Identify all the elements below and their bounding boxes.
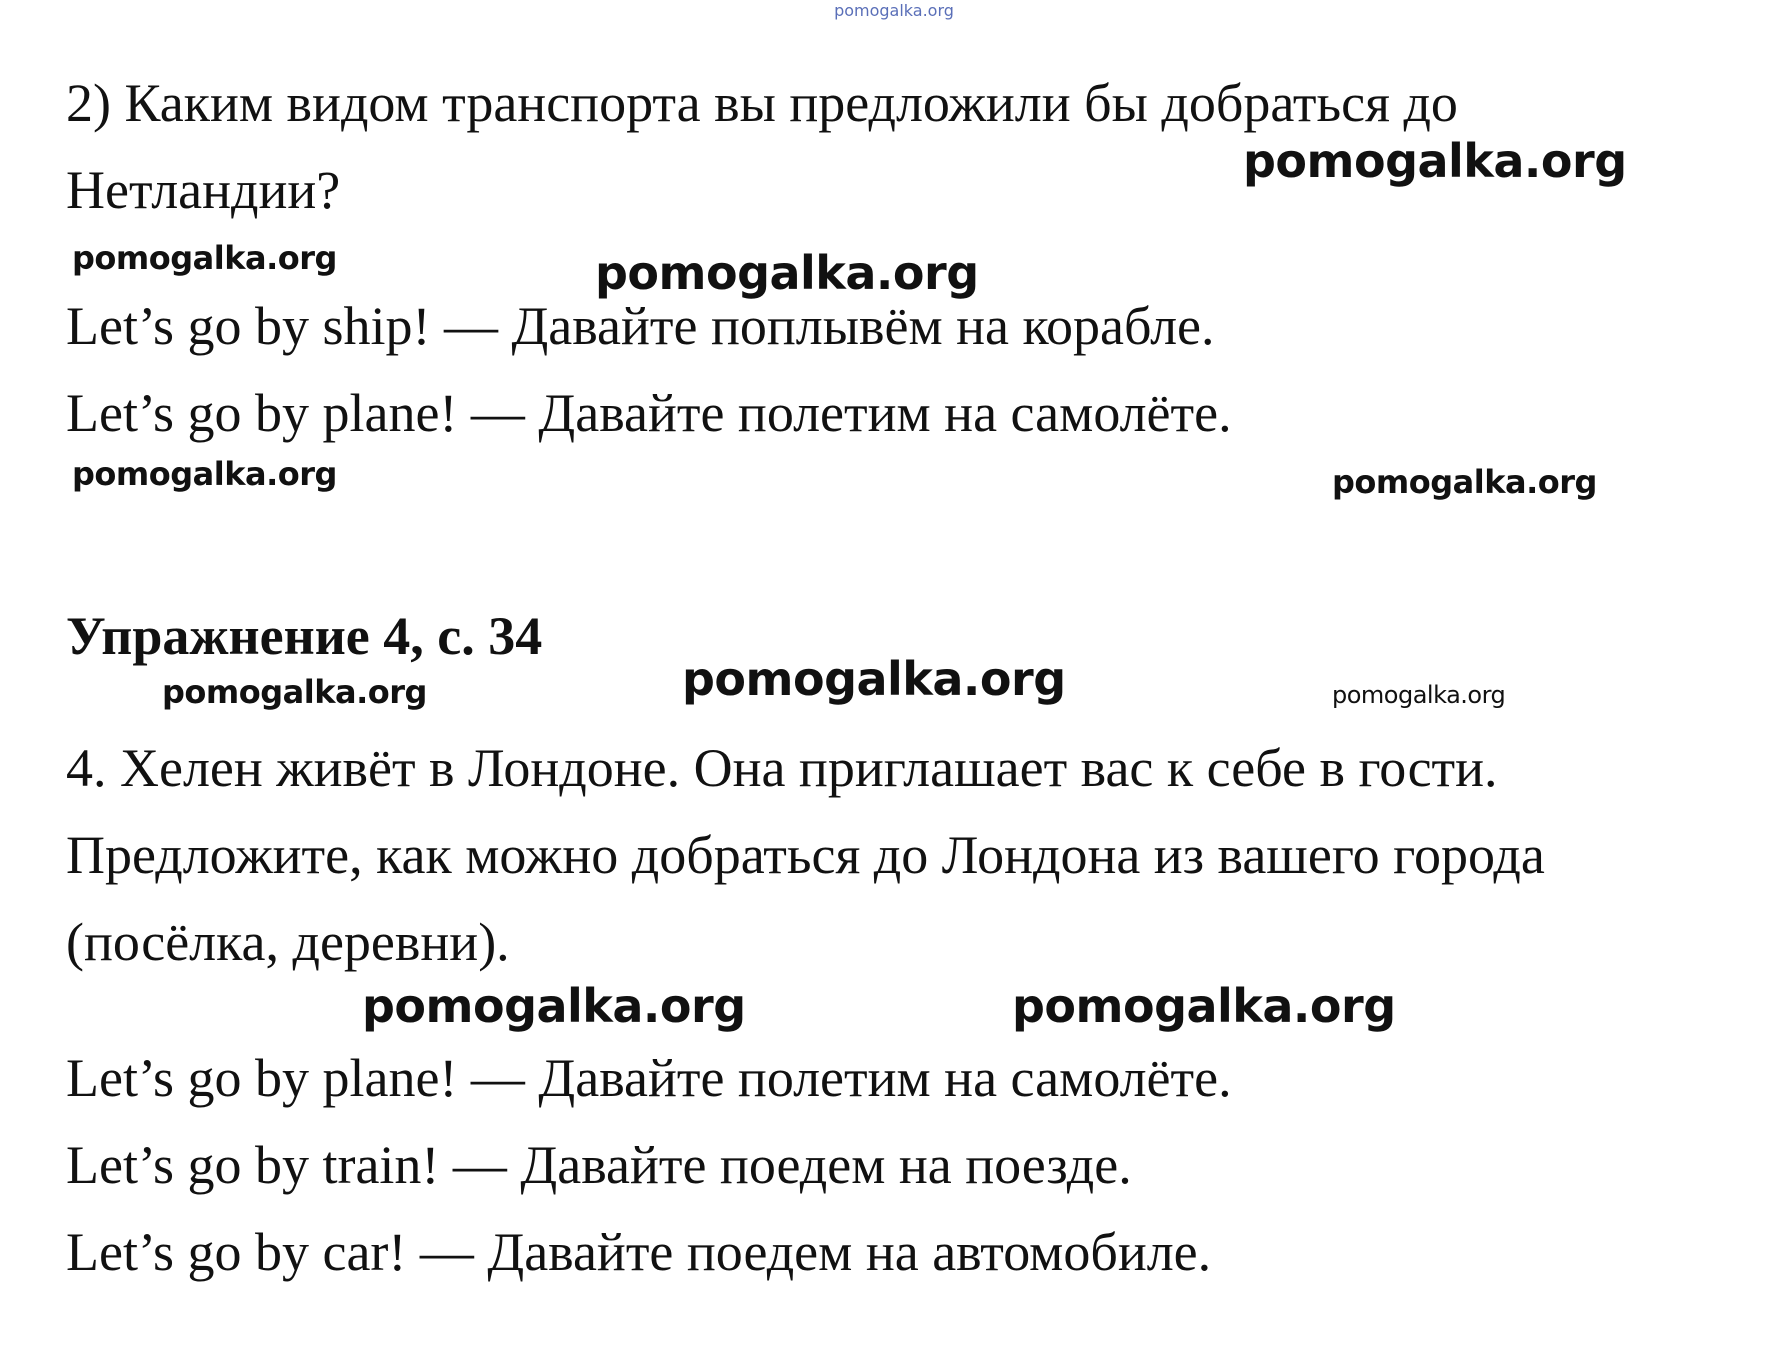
task-4-line-3: (посёлка, деревни). xyxy=(66,912,510,972)
watermark: pomogalka.org xyxy=(72,455,337,493)
watermark: pomogalka.org xyxy=(682,652,1066,706)
watermark: pomogalka.org xyxy=(1332,681,1506,709)
task-4-line-2: Предложите, как можно добраться до Лондона из вашего города xyxy=(66,825,1545,885)
watermark: pomogalka.org xyxy=(595,246,979,300)
question-2-line-2: Нетландии? xyxy=(66,160,341,220)
watermark: pomogalka.org xyxy=(162,673,427,711)
watermark: pomogalka.org xyxy=(1243,134,1627,188)
answer-4-car: Let’s go by car! — Давайте поедем на автомобиле. xyxy=(66,1222,1212,1282)
exercise-heading: Упражнение 4, с. 34 xyxy=(66,606,543,666)
answer-2-plane: Let’s go by plane! — Давайте полетим на самолёте. xyxy=(66,383,1232,443)
watermark: pomogalka.org xyxy=(72,239,337,277)
watermark: pomogalka.org xyxy=(362,979,746,1033)
answer-4-plane: Let’s go by plane! — Давайте полетим на самолёте. xyxy=(66,1048,1232,1108)
question-2-line-1: 2) Каким видом транспорта вы предложили бы добраться до xyxy=(66,73,1458,133)
top-watermark: pomogalka.org xyxy=(834,1,954,20)
answer-2-ship: Let’s go by ship! — Давайте поплывём на корабле. xyxy=(66,296,1215,356)
answer-4-train: Let’s go by train! — Давайте поедем на поезде. xyxy=(66,1135,1132,1195)
watermark: pomogalka.org xyxy=(1332,463,1597,501)
watermark: pomogalka.org xyxy=(1012,979,1396,1033)
task-4-line-1: 4. Хелен живёт в Лондоне. Она приглашает вас к себе в гости. xyxy=(66,738,1498,798)
